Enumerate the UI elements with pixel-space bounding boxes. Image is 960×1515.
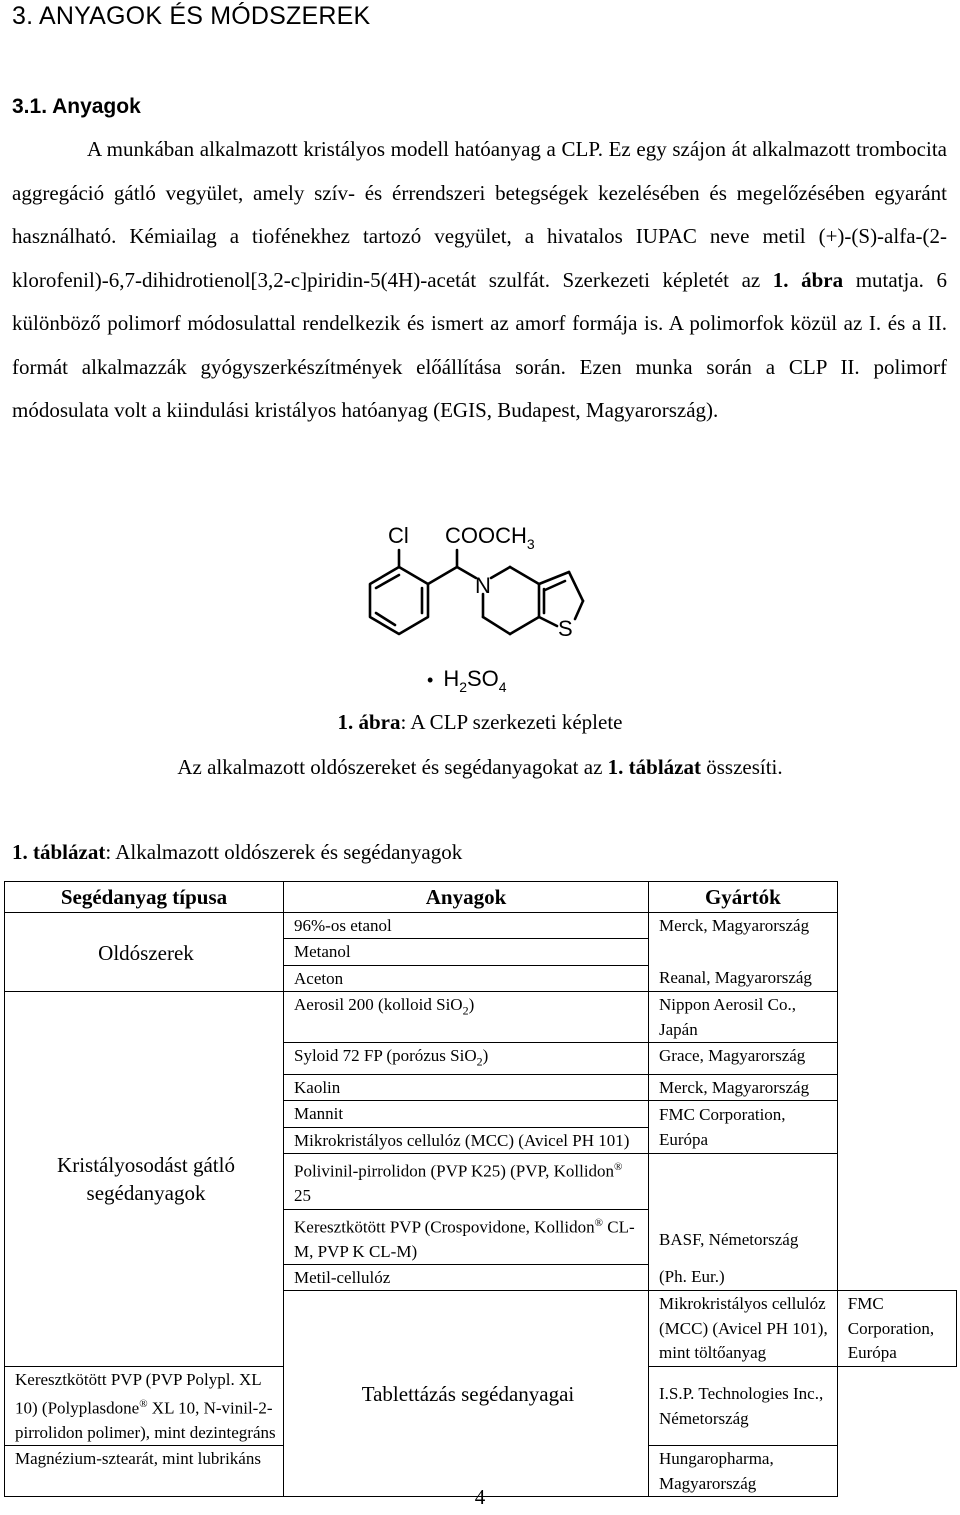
material-cell: Metil-cellulóz: [284, 1264, 649, 1290]
group-label-line-1: Kristályosodást gátló: [57, 1153, 235, 1178]
group-label-line-2: segédanyagok: [86, 1181, 206, 1206]
figure-caption-label: 1. ábra: [337, 710, 401, 734]
figure-caption-text: : A CLP szerkezeti képlete: [400, 710, 623, 734]
subsection-title: 3.1. Anyagok: [12, 95, 141, 118]
table-header-row: [5, 882, 957, 913]
group-crystallization-inhibitors: [5, 992, 284, 1366]
nitrogen-label: N: [475, 573, 491, 598]
material-cell: Aerosil 200 (kolloid SiO$_2$): [284, 992, 649, 1043]
sulfur-label: S: [558, 616, 573, 641]
figure-reference: 1. ábra: [772, 267, 844, 292]
section-title: 3. ANYAGOK ÉS MÓDSZEREK: [12, 2, 371, 30]
group-solvents: Oldószerek: [5, 913, 284, 992]
page-number: 4: [474, 1485, 486, 1509]
material-cell: Kaolin: [284, 1074, 649, 1100]
material-cell: Polivinil-pirrolidon (PVP K25) (PVP, Kollidon® 25: [284, 1154, 649, 1209]
material-cell: Mikrokristályos cellulóz (MCC) (Avicel PH 101): [284, 1127, 649, 1153]
manufacturer-cell: Nippon Aerosil Co., Japán: [649, 992, 838, 1043]
manufacturer-cell: Hungaropharma, Magyarország: [649, 1446, 838, 1497]
table-summary-sentence: [0, 755, 960, 780]
chlorine-label: Cl: [388, 523, 409, 548]
table-reference: 1. táblázat: [607, 755, 701, 779]
table-caption: [12, 840, 462, 865]
material-cell: Aceton: [284, 965, 649, 991]
manufacturer-cell: FMC Corporation, Európa: [837, 1291, 956, 1366]
table-row: [5, 992, 957, 1043]
manufacturer-cell: I.S.P. Technologies Inc., Németország: [649, 1366, 838, 1446]
benzene-ring: [370, 567, 428, 634]
header-manufacturers: Gyártók: [649, 882, 838, 913]
material-cell: Mannit: [284, 1101, 649, 1127]
material-cell: Metanol: [284, 939, 649, 965]
figure-caption: [0, 710, 960, 735]
excipients-table: [4, 881, 957, 1497]
header-type: Segédanyag típusa: [5, 882, 284, 913]
summary-text: Az alkalmazott oldószereket és segédanyagokat az: [177, 755, 608, 779]
summary-end: összesíti.: [700, 755, 783, 779]
manufacturer-cell: BASF, Németország: [649, 1154, 838, 1265]
sulfate-counterion: • $H_2SO_4$: [427, 666, 507, 695]
header-materials: Anyagok: [284, 882, 649, 913]
ester-group-label: $COOCH_3$: [445, 523, 535, 552]
material-cell: Keresztkötött PVP (Crospovidone, Kollidon® CL-M, PVP K CL-M): [284, 1209, 649, 1264]
manufacturer-cell: Grace, Magyarország: [649, 1043, 838, 1075]
manufacturer-cell: Reanal, Magyarország: [649, 965, 838, 991]
material-cell: Syloid 72 FP (porózus SiO$_2$): [284, 1043, 649, 1075]
manufacturer-cell: [649, 939, 838, 965]
material-cell: Keresztkötött PVP (PVP Polypl. XL 10) (Polyplasdone® XL 10, N-vinil-2-pirrolidon polimer), mint dezintegráns: [5, 1366, 284, 1446]
manufacturer-cell: (Ph. Eur.): [649, 1264, 838, 1290]
table-caption-text: : Alkalmazott oldószerek és segédanyagok: [105, 840, 463, 864]
material-cell: Magnézium-sztearát, mint lubrikáns: [5, 1446, 284, 1497]
intro-text-1: A munkában alkalmazott kristályos modell hatóanyag a CLP. Ez egy szájon át alkalmazott trombocita aggregáció gátló vegyület, amely szív- és érrendszeri betegségek kezelésében és megelőzésében egyaránt használható. Kémiailag a tiofénekhez tartozó vegyület, a hivatalos IUPAC neve metil (+)-(S)-alfa-(2-klorofenil)-6,7-dihidrotienol[3,2-c]piridin-5(4H)-acetát szulfát. Szerkezeti képletét az: [12, 137, 947, 292]
manufacturer-cell: Merck, Magyarország: [649, 1074, 838, 1100]
intro-paragraph: [12, 128, 947, 433]
group-tabletting-excipients: Tablettázás segédanyagai: [284, 1291, 649, 1497]
table-row: [5, 913, 957, 939]
material-cell: Mikrokristályos cellulóz (MCC) (Avicel PH 101), mint töltőanyag: [649, 1291, 838, 1366]
intro-text-2: mutatja. 6 különböző polimorf módosulattal rendelkezik és ismert az amorf formája is. A polimorfok közül az I. és a II. formát alkalmazzák gyógyszerkészítmények előállítása során. Ezen munka során a CLP II. polimorf módosulata volt a kiindulási kristályos hatóanyag (EGIS, Budapest, Magyarország).: [12, 267, 947, 422]
manufacturer-cell: Merck, Magyarország: [649, 913, 838, 939]
table-caption-label: 1. táblázat: [12, 840, 106, 864]
clp-structural-formula: [355, 515, 595, 695]
manufacturer-cell: FMC Corporation, Európa: [649, 1101, 838, 1154]
material-cell: 96%-os etanol: [284, 913, 649, 939]
